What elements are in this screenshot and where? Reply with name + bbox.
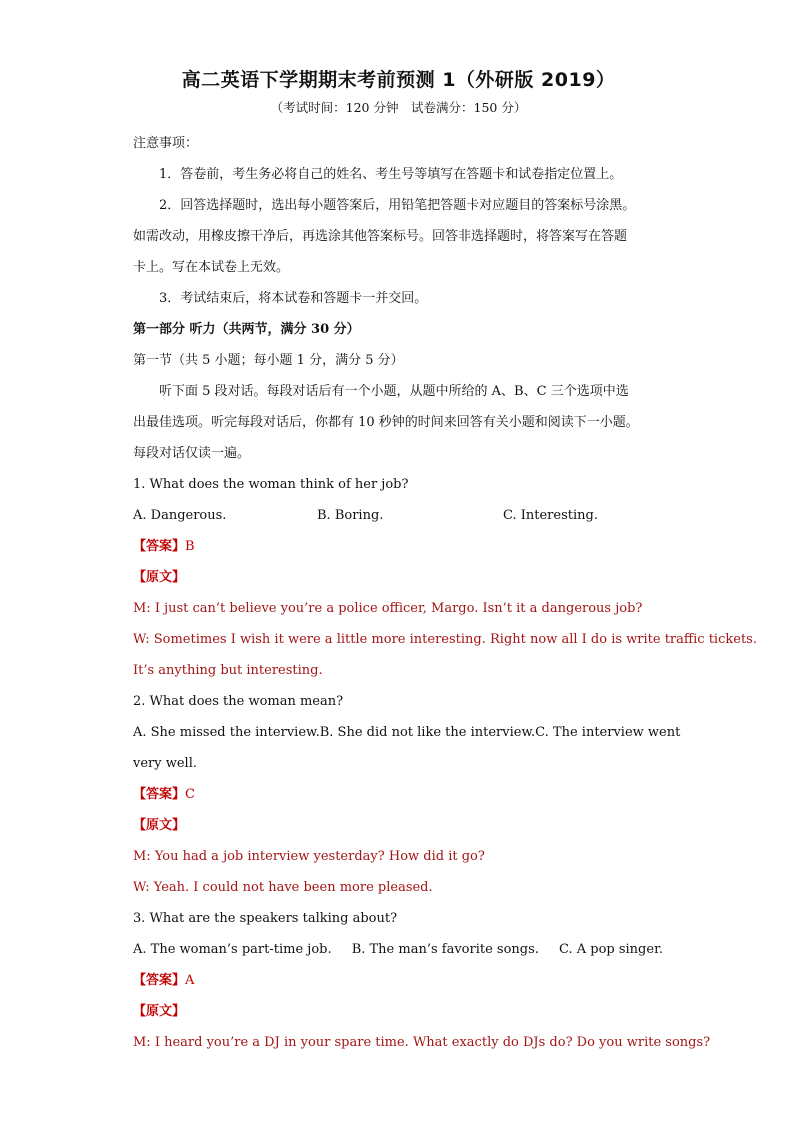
question-2-stem: 2. What does the woman mean? — [133, 694, 344, 709]
question-1-answer — [133, 531, 664, 562]
instruction-line-2: 出最佳选项。听完每段对话后，你都有 10 秒钟的时间来回答有关小题和阅读下一小题。 — [133, 415, 639, 430]
option-b: B. Boring. — [317, 508, 384, 523]
question-3-stem: 3. What are the speakers talking about? — [133, 911, 398, 926]
notes-heading: 注意事项： — [133, 136, 199, 151]
transcript-line: It’s anything but interesting. — [133, 663, 323, 678]
question-2-options-continued: very well. — [133, 756, 197, 771]
part1-heading: 第一部分 听力（共两节，满分 30 分） — [133, 322, 360, 337]
answer-value: B — [185, 539, 195, 554]
document-subtitle: （考试时间：120 分钟 试卷满分：150 分） — [270, 100, 527, 115]
answer-label: 【答案】 — [133, 973, 186, 988]
question-3-original-label — [133, 996, 664, 1027]
note-item-3: 3．考试结束后，将本试卷和答题卡一并交回。 — [159, 291, 428, 306]
option-b: B. The man’s favorite songs. — [351, 942, 539, 957]
note-item-2-line-3: 卡上。写在本试卷上无效。 — [133, 260, 290, 275]
instruction-line-3: 每段对话仅读一遍。 — [133, 446, 251, 461]
original-label: 【原文】 — [133, 570, 186, 585]
answer-label: 【答案】 — [133, 539, 186, 554]
question-1-original-label — [133, 562, 664, 593]
document-title: 高二英语下学期期末考前预测 1（外研版 2019） — [181, 69, 616, 91]
transcript-line: M: I heard you’re a DJ in your spare time. What exactly do DJs do? Do you write songs? — [133, 1035, 711, 1050]
option-c: C. Interesting. — [503, 508, 598, 523]
section1-heading: 第一节（共 5 小题；每小题 1 分，满分 5 分） — [133, 353, 404, 368]
instruction-line-1: 听下面 5 段对话。每段对话后有一个小题，从题中所给的 A、B、C 三个选项中选 — [159, 384, 629, 399]
option-a: A. Dangerous. — [133, 508, 227, 523]
question-1-options — [133, 500, 664, 531]
original-label: 【原文】 — [133, 818, 186, 833]
answer-label: 【答案】 — [133, 787, 186, 802]
option-a: A. The woman’s part-time job. — [133, 942, 332, 957]
transcript-line: W: Sometimes I wish it were a little more interesting. Right now all I do is write traffic tickets. — [133, 632, 757, 647]
note-item-2-line-2: 如需改动，用橡皮擦干净后，再选涂其他答案标号。回答非选择题时，将答案写在答题 — [133, 229, 628, 244]
question-3-options — [133, 934, 663, 965]
note-item-2-line-1: 2．回答选择题时，选出每小题答案后，用铅笔把答题卡对应题目的答案标号涂黑。 — [159, 198, 636, 213]
transcript-line: M: I just can’t believe you’re a police officer, Margo. Isn’t it a dangerous job? — [133, 601, 643, 616]
question-2-answer — [133, 779, 664, 810]
option-c: C. A pop singer. — [558, 942, 663, 957]
option-a: A. She missed the interview. — [133, 725, 320, 740]
question-3-answer — [133, 965, 664, 996]
answer-value: A — [185, 973, 195, 988]
note-item-1: 1．答卷前，考生务必将自己的姓名、考生号等填写在答题卡和试卷指定位置上。 — [159, 167, 623, 182]
option-c: C. The interview went — [535, 725, 681, 740]
original-label: 【原文】 — [133, 1004, 186, 1019]
option-b: B. She did not like the interview. — [319, 725, 536, 740]
question-1-stem: 1. What does the woman think of her job? — [133, 477, 409, 492]
transcript-line: W: Yeah. I could not have been more pleased. — [133, 880, 433, 895]
question-2-options — [133, 717, 681, 748]
answer-value: C — [185, 787, 195, 802]
transcript-line: M: You had a job interview yesterday? How did it go? — [133, 849, 485, 864]
question-2-original-label — [133, 810, 664, 841]
